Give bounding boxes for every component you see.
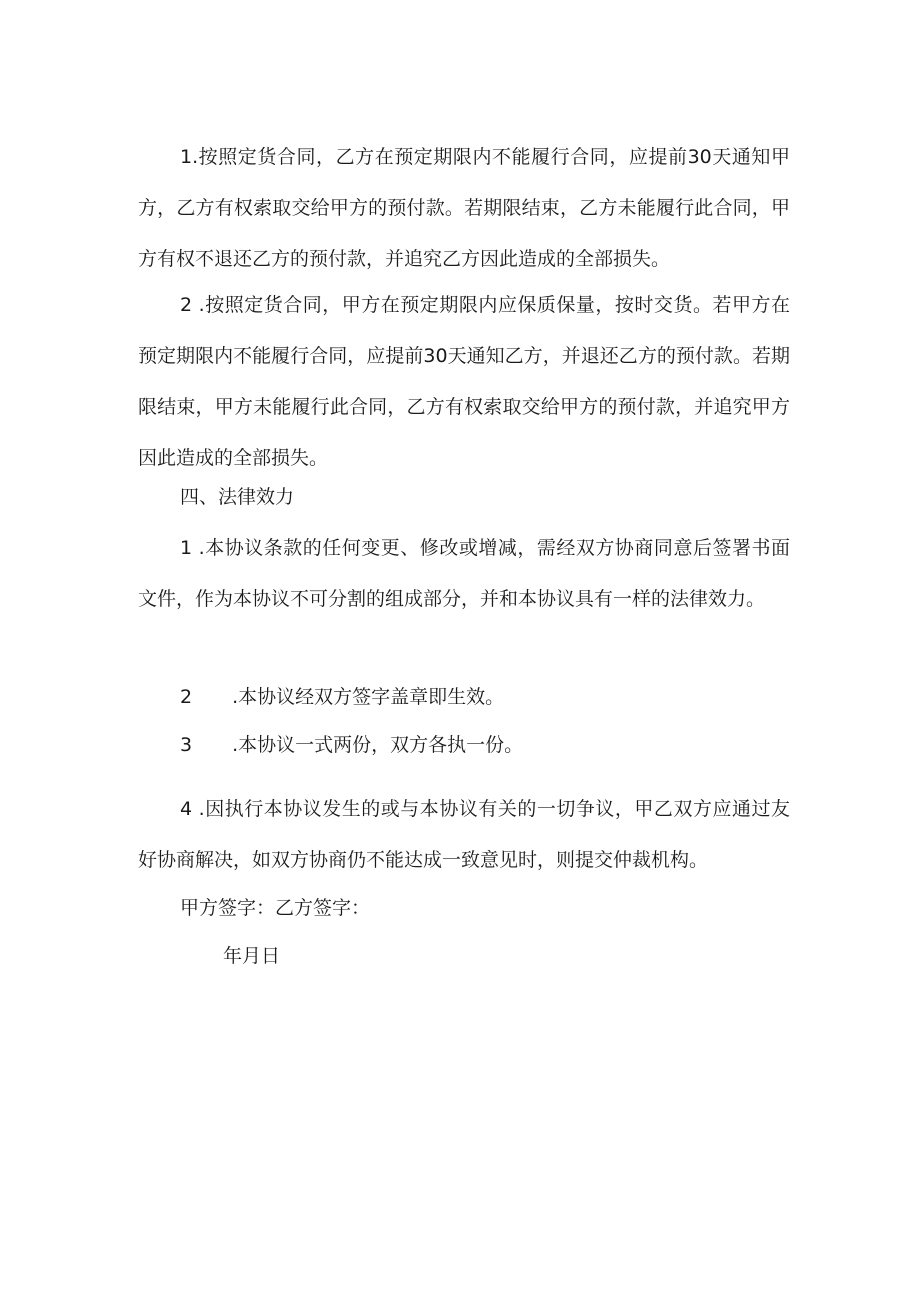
legal-effect-item-4: 4 .因执行本协议发生的或与本协议有关的一切争议，甲乙双方应通过友好协商解决，如双方协商仍不能达成一致意见时，则提交仲裁机构。	[138, 798, 790, 871]
legal-effect-item-1: 1 .本协议条款的任何变更、修改或增减，需经双方协商同意后签署书面文件，作为本协议不可分割的组成部分，并和本协议具有一样的法律效力。	[138, 537, 790, 610]
section-heading-legal-effect: 四、法律效力	[180, 486, 295, 508]
clause-1: 1.按照定货合同，乙方在预定期限内不能履行合同，应提前30天通知甲方，乙方有权索取交给甲方的预付款。若期限结束，乙方未能履行此合同，甲方有权不退还乙方的预付款，并追究乙方因此造成的全部损失。	[138, 146, 790, 270]
signature-line: 甲方签字：乙方签字：	[180, 897, 371, 919]
legal-effect-item-3	[180, 730, 523, 760]
legal-effect-item-2	[180, 682, 504, 712]
date-line: 年月日	[223, 945, 281, 967]
clause-2: 2 .按照定货合同，甲方在预定期限内应保质保量，按时交货。若甲方在预定期限内不能履行合同，应提前30天通知乙方，并退还乙方的预付款。若期限结束，甲方未能履行此合同，乙方有权索取交给甲方的预付款，并追究甲方因此造成的全部损失。	[138, 294, 790, 469]
item-3-text: .本协议一式两份，双方各执一份。	[232, 734, 524, 756]
item-2-number: 2	[180, 686, 193, 708]
item-3-number: 3	[180, 734, 193, 756]
item-2-text: .本协议经双方签字盖章即生效。	[232, 686, 505, 708]
